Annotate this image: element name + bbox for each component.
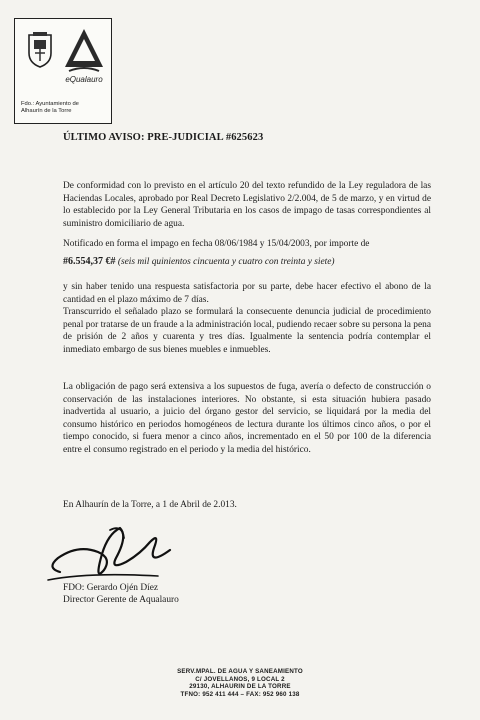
footer-line-1: SERV.MPAL. DE AGUA Y SANEAMIENTO [177, 668, 303, 675]
signatory-role: Director Gerente de Aqualauro [63, 595, 179, 606]
logo-tag: eQualauro [65, 75, 103, 84]
aqualauro-logo-icon [63, 27, 105, 85]
letterhead-sender [21, 101, 111, 115]
place-and-date: En Alhaurín de la Torre, a 1 de Abril de 2.013. [63, 500, 237, 510]
sender-line-2: Alhaurín de la Torre [21, 108, 72, 114]
paragraph-deadline: y sin haber tenido una respuesta satisfactoria por su parte, debe hacer efectivo el abono de la cantidad en el plazo máximo de 7 días. [63, 282, 431, 305]
footer-line-3: 29130, ALHAURIN DE LA TORRE [189, 683, 291, 691]
footer-line-2: C/ JOVELLANOS, 9 LOCAL 2 [195, 675, 285, 683]
footer-address [120, 668, 360, 698]
signatory-block [63, 582, 179, 607]
paragraph-notification: Notificado en forma el impago en fecha 08/06/1984 y 15/04/2003, por importe de [63, 239, 370, 249]
paragraph-legal-basis: De conformidad con lo previsto en el artículo 20 del texto refundido de la Ley reguladora de las Haciendas Locales, aprobado por Real Decreto Legislativo 2/2.004, de 5 de marzo, y en virtud de lo establecido por la Ley General Tributaria en los casos de impago de tasas correspondientes al suministro domiciliario de agua. [63, 181, 431, 229]
signatory-name: FDO: Gerardo Ojén Díez [63, 583, 159, 593]
letterhead-logo-box [14, 18, 112, 124]
footer-line-4: TFNO: 952 411 444 – FAX: 952 960 138 [180, 690, 300, 698]
paragraph-payment-obligation: La obligación de pago será extensiva a los supuestos de fuga, avería o defecto de construcción o conservación de las instalaciones interiores. No obstante, si esta situación hubiera pasado inadvertida al usuario, a juicio del órgano gestor del servicio, se liquidará por la media del consumo histórico en periodos homogéneos de lectura durante los últimos cinco años, o por el tiempo conocido, si fuera menor a cinco años, incrementado en el 50 por 100 de la diferencia entre el consumo registrado en el periodo y la media del histórico. [63, 382, 431, 455]
sender-line-1: Fdo.: Ayuntamiento de [21, 101, 79, 107]
paragraph-amount [63, 256, 431, 269]
handwritten-signature [40, 510, 210, 590]
letter-title: ÚLTIMO AVISO: PRE-JUDICIAL #625623 [63, 132, 264, 143]
town-coat-of-arms-icon [25, 31, 55, 69]
amount-value: #6.554,37 €# [63, 256, 116, 267]
amount-in-words: (seis mil quinientos cincuenta y cuatro con treinta y siete) [117, 257, 335, 267]
paragraph-penalty: Transcurrido el señalado plazo se formulará la consecuente denuncia judicial de procedimiento penal por tratarse de un fraude a la administración local, pudiendo recaer sobre su persona la pena de prisión de 2 años y cuarenta y tres días. Igualmente la sentencia podría contemplar el inmediato embargo de sus bienes muebles e inmuebles. [63, 307, 431, 355]
